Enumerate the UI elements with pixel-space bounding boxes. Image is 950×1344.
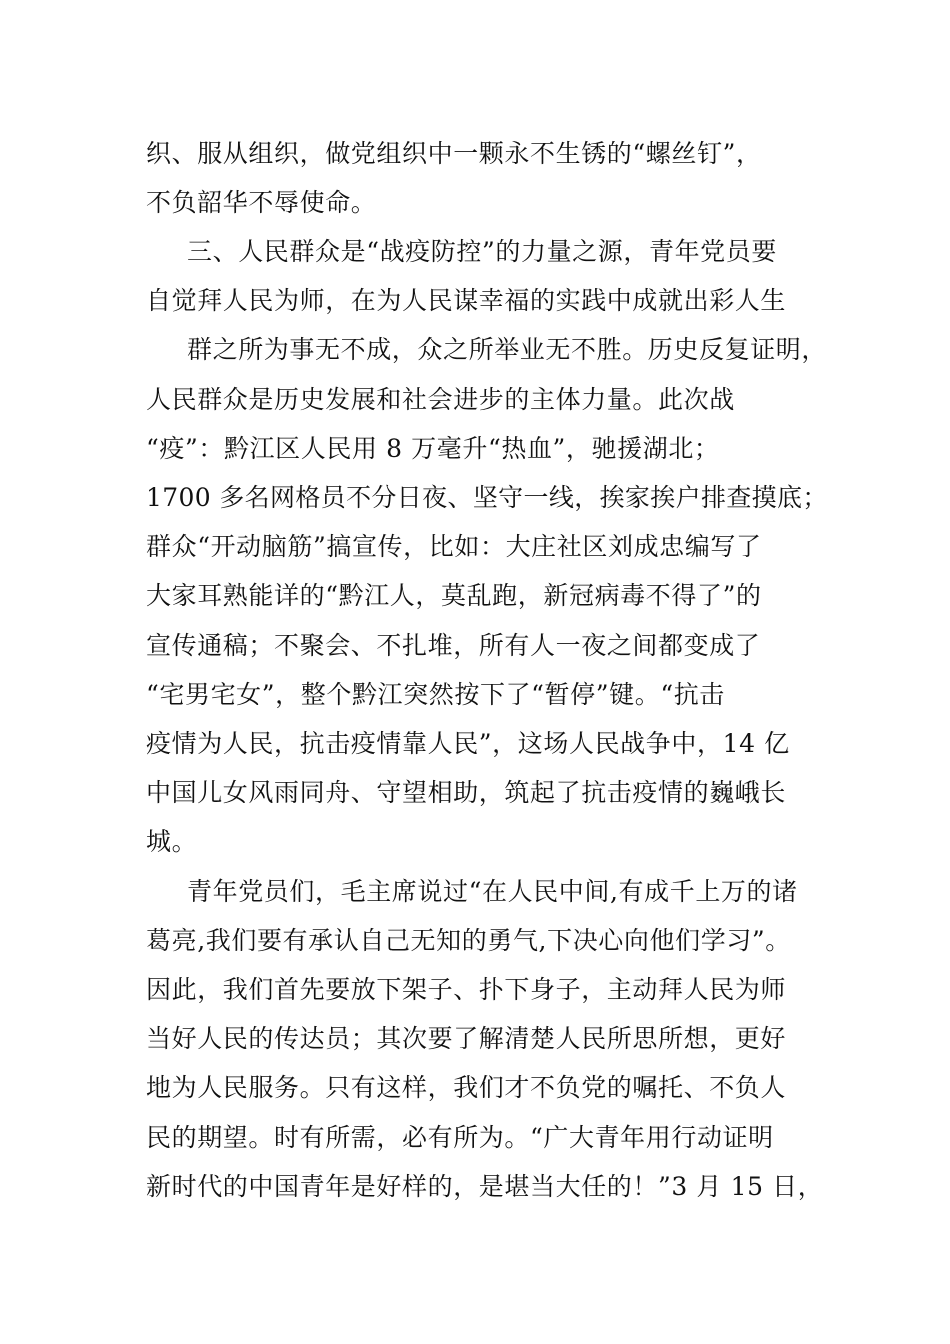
text-line: 当好人民的传达员；其次要了解清楚人民所思所想，更好 [146, 1024, 787, 1053]
text-line: 人民群众是历史发展和社会进步的主体力量。此次战 [146, 385, 735, 414]
text-line: 葛亮,我们要有承认自己无知的勇气,下决心向他们学习”。 [146, 926, 791, 955]
text-line: 群众“开动脑筋”搞宣传，比如：大庄社区刘成忠编写了 [146, 532, 762, 561]
section-heading: 三、人民群众是“战疫防控”的力量之源，青年党员要 [187, 237, 777, 266]
section-heading: 自觉拜人民为师，在为人民谋幸福的实践中成就出彩人生 [146, 286, 787, 315]
text-line: 不负韶华不辱使命。 [146, 188, 377, 217]
text-line: 1700 多名网格员不分日夜、坚守一线，挨家挨户排查摸底； [146, 483, 828, 512]
text-line: 新时代的中国青年是好样的，是堪当大任的！”3 月 15 日， [146, 1172, 824, 1201]
text-line: 群之所为事无不成，众之所举业无不胜。历史反复证明， [187, 335, 828, 364]
text-line: 大家耳熟能详的“黔江人，莫乱跑，新冠病毒不得了”的 [146, 581, 762, 610]
text-line: “疫”：黔江区人民用 8 万毫升“热血”，驰援湖北； [146, 434, 720, 463]
text-line: 疫情为人民，抗击疫情靠人民”，这场人民战争中，14 亿 [146, 729, 790, 758]
text-line: “宅男宅女”，整个黔江突然按下了“暂停”键。“抗击 [146, 680, 725, 709]
text-line: 因此，我们首先要放下架子、扑下身子，主动拜人民为师 [146, 975, 787, 1004]
text-line: 宣传通稿；不聚会、不扎堆，所有人一夜之间都变成了 [146, 631, 761, 660]
text-line: 织、服从组织，做党组织中一颗永不生锈的“螺丝钉”， [146, 139, 762, 168]
text-line: 地为人民服务。只有这样，我们才不负党的嘱托、不负人 [146, 1073, 787, 1102]
text-line: 青年党员们，毛主席说过“在人民中间,有成千上万的诸 [187, 877, 798, 906]
text-line: 民的期望。时有所需，必有所为。“广大青年用行动证明 [146, 1123, 774, 1152]
text-line: 中国儿女风雨同舟、守望相助，筑起了抗击疫情的巍峨长 [146, 778, 787, 807]
text-line: 城。 [146, 827, 198, 856]
